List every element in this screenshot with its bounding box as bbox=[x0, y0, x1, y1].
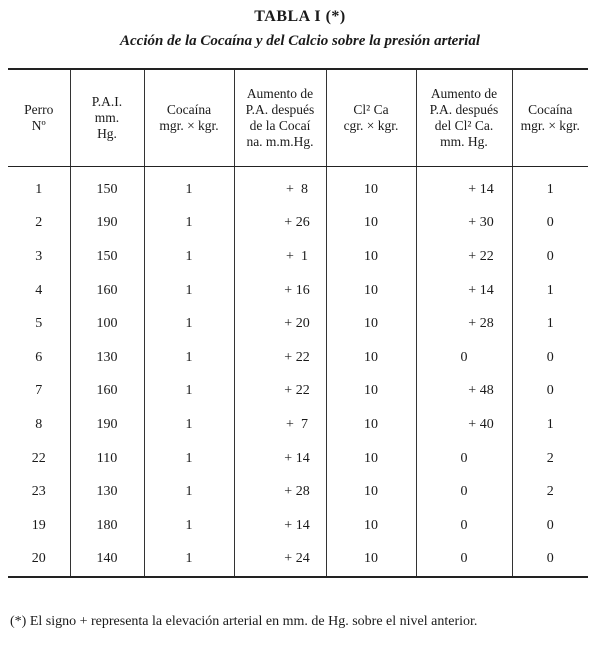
table-cell: 5 bbox=[35, 316, 43, 332]
table-cell: + 8 bbox=[234, 167, 326, 207]
table-cell: + 28 bbox=[416, 307, 512, 341]
table-cell: 10 bbox=[326, 543, 416, 578]
table-cell: 0 bbox=[512, 341, 588, 375]
table-cell: 3 bbox=[35, 248, 43, 264]
table-cell: 0 bbox=[416, 341, 512, 375]
table-cell: 10 bbox=[326, 307, 416, 341]
table-cell: 10 bbox=[326, 167, 416, 207]
table-cell: + 14 bbox=[234, 509, 326, 543]
table-cell: 1 bbox=[144, 207, 234, 241]
column-header: Perro Nº bbox=[8, 69, 70, 167]
header-row bbox=[8, 69, 588, 167]
table-cell: 1 bbox=[144, 274, 234, 308]
table-cell: 1 bbox=[144, 543, 234, 578]
table-row bbox=[8, 408, 588, 442]
table-cell: 1 bbox=[512, 408, 588, 442]
table-cell: 1 bbox=[144, 240, 234, 274]
table-cell: 8 bbox=[35, 416, 43, 432]
table-cell: + 14 bbox=[416, 274, 512, 308]
table-cell: 0 bbox=[416, 509, 512, 543]
table-cell: 0 bbox=[416, 475, 512, 509]
column-header: Aumento de P.A. después de la Cocaí na. m.m.Hg. bbox=[234, 69, 326, 167]
table-cell: + 40 bbox=[416, 408, 512, 442]
table-cell: 1 bbox=[512, 167, 588, 207]
table-cell: 150 bbox=[70, 167, 144, 207]
table-cell: + 28 bbox=[234, 475, 326, 509]
column-header: Cocaína mgr. × kgr. bbox=[512, 69, 588, 167]
table-cell: 1 bbox=[144, 307, 234, 341]
table-cell: 4 bbox=[35, 282, 43, 298]
table-cell: 140 bbox=[70, 543, 144, 578]
table-cell: 110 bbox=[70, 442, 144, 476]
table-cell: 10 bbox=[326, 375, 416, 409]
table-cell: 0 bbox=[416, 543, 512, 578]
table-cell: 0 bbox=[416, 442, 512, 476]
table-cell: 130 bbox=[70, 341, 144, 375]
table-cell: 0 bbox=[512, 375, 588, 409]
table-row bbox=[8, 341, 588, 375]
table-cell: + 24 bbox=[234, 543, 326, 578]
table-cell: 2 bbox=[512, 442, 588, 476]
table-row bbox=[8, 475, 588, 509]
table-row bbox=[8, 307, 588, 341]
table-cell: 1 bbox=[512, 274, 588, 308]
table-cell: 1 bbox=[512, 307, 588, 341]
table-cell: 180 bbox=[70, 509, 144, 543]
table-subtitle: Acción de la Cocaína y del Calcio sobre la presión arterial bbox=[120, 33, 480, 49]
table-cell: + 22 bbox=[234, 375, 326, 409]
table-row bbox=[8, 375, 588, 409]
table-cell: 10 bbox=[326, 341, 416, 375]
table-row bbox=[8, 442, 588, 476]
table-cell: 2 bbox=[512, 475, 588, 509]
column-header: P.A.I. mm. Hg. bbox=[70, 69, 144, 167]
table-cell: + 7 bbox=[234, 408, 326, 442]
table-cell: 160 bbox=[70, 375, 144, 409]
table-cell: 1 bbox=[144, 475, 234, 509]
table-cell: + 1 bbox=[234, 240, 326, 274]
table-cell: 10 bbox=[326, 274, 416, 308]
table-cell: 0 bbox=[512, 509, 588, 543]
table-cell: 1 bbox=[144, 408, 234, 442]
table-cell: + 22 bbox=[416, 240, 512, 274]
table-cell: 10 bbox=[326, 408, 416, 442]
footnote: (*) El signo + representa la elevación arterial en mm. de Hg. sobre el nivel anterior. bbox=[10, 614, 478, 629]
table-cell: 22 bbox=[31, 450, 46, 466]
table-cell: 0 bbox=[512, 543, 588, 578]
table-cell: 1 bbox=[144, 341, 234, 375]
column-header: Cocaína mgr. × kgr. bbox=[144, 69, 234, 167]
table-row bbox=[8, 509, 588, 543]
table-cell: 1 bbox=[144, 375, 234, 409]
table-cell: + 14 bbox=[416, 167, 512, 207]
column-header: Cl² Ca cgr. × kgr. bbox=[326, 69, 416, 167]
table-cell: 150 bbox=[70, 240, 144, 274]
table-cell: 7 bbox=[35, 383, 43, 399]
table-cell: 20 bbox=[8, 543, 70, 578]
table-cell: 0 bbox=[512, 207, 588, 241]
table-cell: 10 bbox=[326, 442, 416, 476]
table-cell: 2 bbox=[35, 215, 43, 231]
table-cell: + 20 bbox=[234, 307, 326, 341]
table-cell: 6 bbox=[35, 349, 43, 365]
table-row bbox=[8, 207, 588, 241]
table-cell: 1 bbox=[144, 509, 234, 543]
table-row bbox=[8, 274, 588, 308]
table-cell: 160 bbox=[70, 274, 144, 308]
table-row bbox=[8, 167, 588, 207]
table-row bbox=[8, 543, 588, 578]
table-cell: + 26 bbox=[234, 207, 326, 241]
table-cell: + 30 bbox=[416, 207, 512, 241]
table-cell: 1 bbox=[144, 167, 234, 207]
table-cell: 10 bbox=[326, 240, 416, 274]
table-cell: + 16 bbox=[234, 274, 326, 308]
table-cell: + 48 bbox=[416, 375, 512, 409]
table-cell: + 14 bbox=[234, 442, 326, 476]
table-cell: 1 bbox=[144, 442, 234, 476]
table-cell: 10 bbox=[326, 207, 416, 241]
table-title: TABLA I (*) bbox=[254, 8, 346, 25]
table-row bbox=[8, 240, 588, 274]
table-cell: + 22 bbox=[234, 341, 326, 375]
table-cell: 10 bbox=[326, 475, 416, 509]
table-cell: 23 bbox=[31, 484, 46, 500]
table-cell: 190 bbox=[70, 408, 144, 442]
table-cell: 1 bbox=[35, 181, 43, 197]
table-cell: 0 bbox=[512, 240, 588, 274]
table-cell: 190 bbox=[70, 207, 144, 241]
table-cell: 10 bbox=[326, 509, 416, 543]
table-cell: 130 bbox=[70, 475, 144, 509]
data-table bbox=[8, 68, 588, 578]
table-cell: 19 bbox=[31, 517, 46, 533]
column-header: Aumento de P.A. después del Cl² Ca. mm. Hg. bbox=[416, 69, 512, 167]
table-cell: 100 bbox=[70, 307, 144, 341]
